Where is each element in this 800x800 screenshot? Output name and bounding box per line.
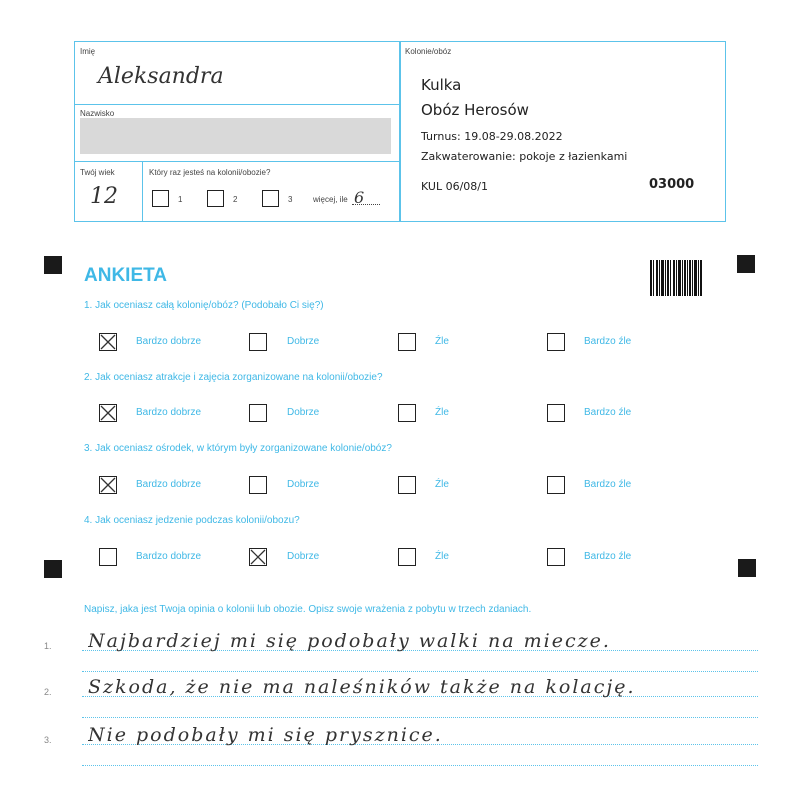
camp-code: KUL 06/08/1	[421, 180, 488, 193]
times-option-2: 2	[233, 195, 238, 204]
age-value: 12	[90, 184, 118, 209]
check-x-icon	[250, 549, 266, 565]
times-more-value: 6	[354, 188, 365, 207]
question-4-option-1-label: Bardzo dobrze	[136, 551, 202, 562]
question-3-option-3-checkbox[interactable]	[398, 476, 416, 494]
answer-line-number: 3.	[44, 735, 52, 745]
answer-line	[82, 765, 758, 766]
question-3-option-4-checkbox[interactable]	[547, 476, 565, 494]
answer-line-number: 2.	[44, 687, 52, 697]
question-4-option-4-checkbox[interactable]	[547, 548, 565, 566]
divider	[142, 161, 143, 221]
question-1-option-3-checkbox[interactable]	[398, 333, 416, 351]
times-option-1: 1	[178, 195, 183, 204]
first-name-value: Aleksandra	[98, 64, 224, 89]
times-checkbox-3[interactable]	[262, 190, 279, 207]
registration-marker	[737, 255, 755, 273]
check-x-icon	[100, 334, 116, 350]
question-1-text: 1. Jak oceniasz całą kolonię/obóz? (Podobało Ci się?)	[84, 300, 324, 311]
times-label: Który raz jesteś na kolonii/obozie?	[149, 168, 271, 177]
camp-name: Kulka	[421, 76, 462, 94]
question-1-option-2-checkbox[interactable]	[249, 333, 267, 351]
camp-program: Obóz Herosów	[421, 101, 529, 119]
times-checkbox-2[interactable]	[207, 190, 224, 207]
question-2-option-1-label: Bardzo dobrze	[136, 407, 202, 418]
times-option-3: 3	[288, 195, 293, 204]
divider	[75, 104, 400, 105]
question-3-option-2-label: Dobrze	[287, 479, 320, 490]
age-label: Twój wiek	[80, 168, 115, 177]
question-1-option-1-checkbox[interactable]	[99, 333, 117, 351]
last-name-redacted	[80, 118, 391, 154]
question-3-option-2-checkbox[interactable]	[249, 476, 267, 494]
check-x-icon	[100, 405, 116, 421]
turnus: Turnus: 19.08-29.08.2022	[421, 130, 563, 143]
answer-line	[82, 717, 758, 718]
question-3-option-1-checkbox[interactable]	[99, 476, 117, 494]
registration-marker	[44, 256, 62, 274]
answer-text-2: Szkoda, że nie ma naleśników także na kolację.	[88, 676, 636, 698]
divider	[75, 161, 400, 162]
question-1-option-2-label: Dobrze	[287, 336, 320, 347]
times-checkbox-1[interactable]	[152, 190, 169, 207]
last-name-label: Nazwisko	[80, 109, 115, 118]
question-3-option-3-label: Źle	[435, 479, 449, 490]
answer-text-3: Nie podobały mi się prysznice.	[88, 724, 443, 746]
answer-line-number: 1.	[44, 641, 52, 651]
first-name-label: Imię	[80, 47, 96, 56]
question-2-option-4-checkbox[interactable]	[547, 404, 565, 422]
survey-title: ANKIETA	[84, 265, 168, 286]
question-3-option-1-label: Bardzo dobrze	[136, 479, 202, 490]
question-2-option-3-checkbox[interactable]	[398, 404, 416, 422]
question-2-option-1-checkbox[interactable]	[99, 404, 117, 422]
question-2-text: 2. Jak oceniasz atrakcje i zajęcia zorganizowane na kolonii/obozie?	[84, 372, 383, 383]
question-4-option-3-label: Źle	[435, 551, 449, 562]
camp-label: Kolonie/obóz	[405, 47, 452, 56]
question-4-option-2-label: Dobrze	[287, 551, 320, 562]
question-2-option-4-label: Bardzo źle	[584, 407, 632, 418]
question-4-option-4-label: Bardzo źle	[584, 551, 632, 562]
question-3-option-4-label: Bardzo źle	[584, 479, 632, 490]
question-1-option-4-label: Bardzo źle	[584, 336, 632, 347]
question-2-option-2-label: Dobrze	[287, 407, 320, 418]
question-1-option-3-label: Źle	[435, 336, 449, 347]
barcode-icon	[650, 260, 702, 296]
question-1-option-1-label: Bardzo dobrze	[136, 336, 202, 347]
question-4-option-2-checkbox[interactable]	[249, 548, 267, 566]
check-x-icon	[100, 477, 116, 493]
question-4-option-1-checkbox[interactable]	[99, 548, 117, 566]
answer-line	[82, 671, 758, 672]
question-4-option-3-checkbox[interactable]	[398, 548, 416, 566]
form-number: 03000	[649, 177, 695, 192]
opinion-prompt: Napisz, jaka jest Twoja opinia o kolonii lub obozie. Opisz swoje wrażenia z pobytu w trzech zdaniach.	[84, 604, 532, 615]
question-4-text: 4. Jak oceniasz jedzenie podczas kolonii/obozu?	[84, 515, 300, 526]
question-2-option-2-checkbox[interactable]	[249, 404, 267, 422]
answer-text-1: Najbardziej mi się podobały walki na miecze.	[88, 630, 611, 652]
question-3-text: 3. Jak oceniasz ośrodek, w którym były zorganizowane kolonie/obóz?	[84, 443, 392, 454]
question-1-option-4-checkbox[interactable]	[547, 333, 565, 351]
registration-marker	[738, 559, 756, 577]
question-2-option-3-label: Źle	[435, 407, 449, 418]
times-more-label: więcej, ile	[313, 195, 348, 204]
accommodation: Zakwaterowanie: pokoje z łazienkami	[421, 150, 628, 163]
registration-marker	[44, 560, 62, 578]
